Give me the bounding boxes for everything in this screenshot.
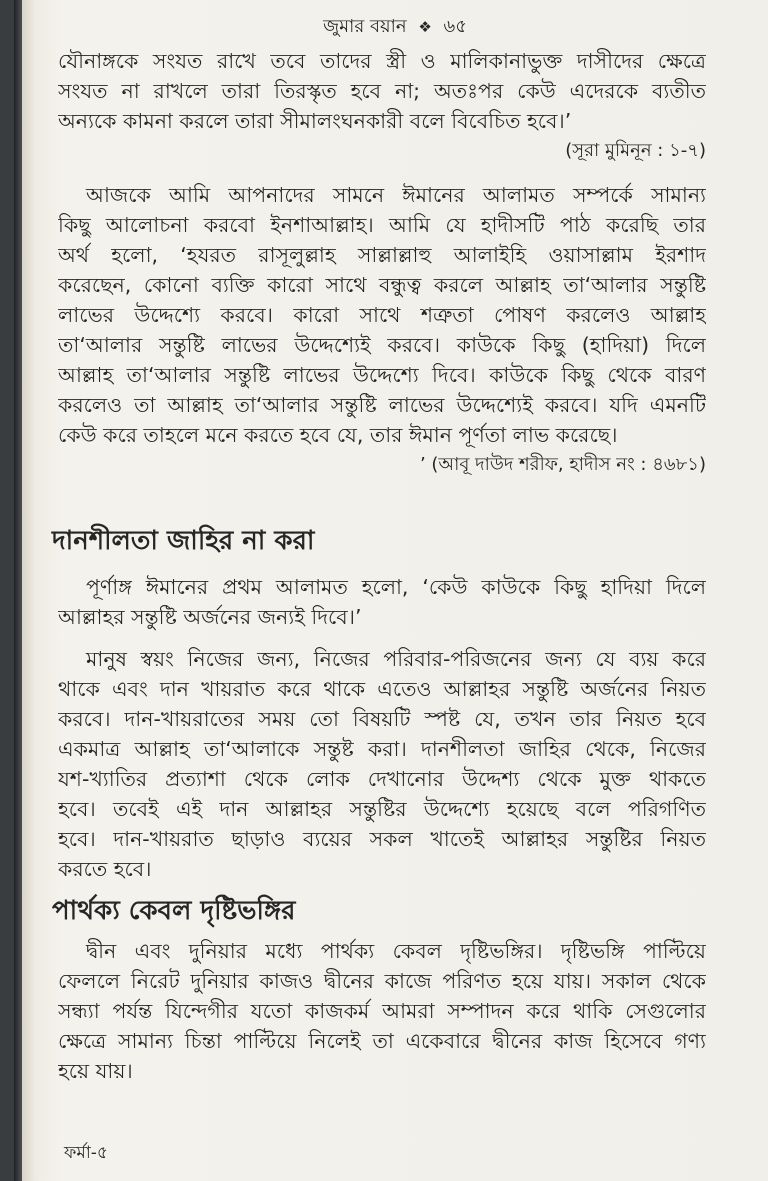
text-line: আজকে আমি আপনাদের সামনে ঈমানের আলামত সম্পর্কে সামান্য (86, 183, 706, 207)
paragraph-perspective (58, 936, 706, 1086)
text-line: করবে। দান-খায়রাতের সময় তো বিষয়টি স্পষ্ট যে, তখন তার নিয়ত হবে (58, 707, 706, 731)
text-line: আল্লাহর সন্তুষ্টি অর্জনের জন্যই দিবে।’ (58, 605, 362, 629)
text-line: ক্ষেত্রে সামান্য চিন্তা পাল্টিয়ে নিলেই তা একেবারে দ্বীনের কাজ হিসেবে গণ্য (58, 1029, 706, 1053)
paragraph-spending (58, 644, 706, 884)
text-line: করতে হবে। (58, 857, 152, 881)
header-separator-icon: ❖ (418, 18, 432, 36)
text-line: করেছেন, কোনো ব্যক্তি কারো সাথে বন্ধুত্ব করলে আল্লাহ তা‘আলার সন্তুষ্টি (58, 273, 706, 297)
running-header (22, 12, 768, 43)
text-line: করলেও তা আল্লাহ তা‘আলার সন্তুষ্টি লাভের উদ্দেশ্যেই করবে। যদি এমনটি (58, 393, 706, 417)
paragraph-first-sign (58, 572, 706, 632)
section-heading-perspective: পার্থক্য কেবল দৃষ্টিভঙ্গির (52, 896, 296, 926)
citation: ’ (আবূ দাউদ শরীফ, হাদীস নং : ৪৬৮১) (419, 454, 706, 475)
text-line: অর্থ হলো, ‘হযরত রাসূলুল্লাহ সাল্লাল্লাহু আলাইহি ওয়াসাল্লাম ইরশাদ (58, 243, 706, 267)
text-line: ফেললে নিরেট দুনিয়ার কাজও দ্বীনের কাজে পরিণত হয়ে যায়। সকাল থেকে (58, 969, 706, 993)
section-heading-generosity: দানশীলতা জাহির না করা (52, 526, 315, 556)
text-line: হয়ে যায়। (58, 1059, 133, 1083)
text-line: থাকে এবং দান খায়রাত করে থাকে এতেও আল্লাহর সন্তুষ্টি অর্জনের নিয়ত (58, 677, 706, 701)
page-number: ৬৫ (443, 16, 467, 37)
text-line: যৌনাঙ্গকে সংযত রাখে তবে তাদের স্ত্রী ও মালিকানাভুক্ত দাসীদের ক্ষেত্রে (58, 49, 706, 73)
text-line: কেউ করে তাহলে মনে করতে হবে যে, তার ঈমান পূর্ণতা লাভ করেছে। (58, 423, 618, 447)
text-line: হবে। দান-খায়রাত ছাড়াও ব্যয়ের সকল খাতেই আল্লাহর সন্তুষ্টির নিয়ত (58, 827, 706, 851)
text-line: অন্যকে কামনা করলে তারা সীমালংঘনকারী বলে বিবেচিত হবে।’ (58, 109, 572, 133)
text-line: কিছু আলোচনা করবো ইনশাআল্লাহ। আমি যে হাদীসটি পাঠ করেছি তার (58, 213, 706, 237)
text-line: মানুষ স্বয়ং নিজের জন্য, নিজের পরিবার-পরিজনের জন্য যে ব্যয় করে (86, 647, 706, 671)
text-line: পূর্ণাঙ্গ ঈমানের প্রথম আলামত হলো, ‘কেউ কাউকে কিছু হাদিয়া দিলে (86, 575, 706, 599)
book-page (22, 0, 768, 1181)
text-line: হবে। তবেই এই দান আল্লাহর সন্তুষ্টির উদ্দেশ্যে হয়েছে বলে পরিগণিত (58, 797, 706, 821)
header-title: জুমার বয়ান (323, 16, 407, 37)
text-line: তা‘আলার সন্তুষ্টি লাভের উদ্দেশ্যেই করবে। কাউকে কিছু (হাদিয়া) দিলে (58, 333, 706, 357)
paragraph-hadith (58, 180, 706, 480)
citation: (সূরা মুমিনূন : ১-৭) (565, 140, 706, 161)
intro-quote (58, 46, 706, 166)
text-line: সংযত না রাখলে তারা তিরস্কৃত হবে না; অতঃপর কেউ এদেরকে ব্যতীত (58, 79, 706, 103)
text-line: আল্লাহ তা‘আলার সন্তুষ্টি লাভের উদ্দেশ্যে দিবে। কাউকে কিছু থেকে বারণ (58, 363, 706, 387)
text-line: সন্ধ্যা পর্যন্ত যিন্দেগীর যতো কাজকর্ম আমরা সম্পাদন করে থাকি সেগুলোর (58, 999, 706, 1023)
forma-signature: ফর্মা-৫ (64, 1143, 108, 1163)
text-line: যশ-খ্যাতির প্রত্যাশা থেকে লোক দেখানোর উদ্দেশ্য থেকে মুক্ত থাকতে (58, 767, 706, 791)
text-line: লাভের উদ্দেশ্যে করবে। কারো সাথে শত্রুতা পোষণ করলেও আল্লাহ (58, 303, 706, 327)
text-line: একমাত্র আল্লাহ তা‘আলাকে সন্তুষ্ট করা। দানশীলতা জাহির থেকে, নিজের (58, 737, 706, 761)
text-line: দ্বীন এবং দুনিয়ার মধ্যে পার্থক্য কেবল দৃষ্টিভঙ্গির। দৃষ্টিভঙ্গি পাল্টিয়ে (86, 939, 706, 963)
